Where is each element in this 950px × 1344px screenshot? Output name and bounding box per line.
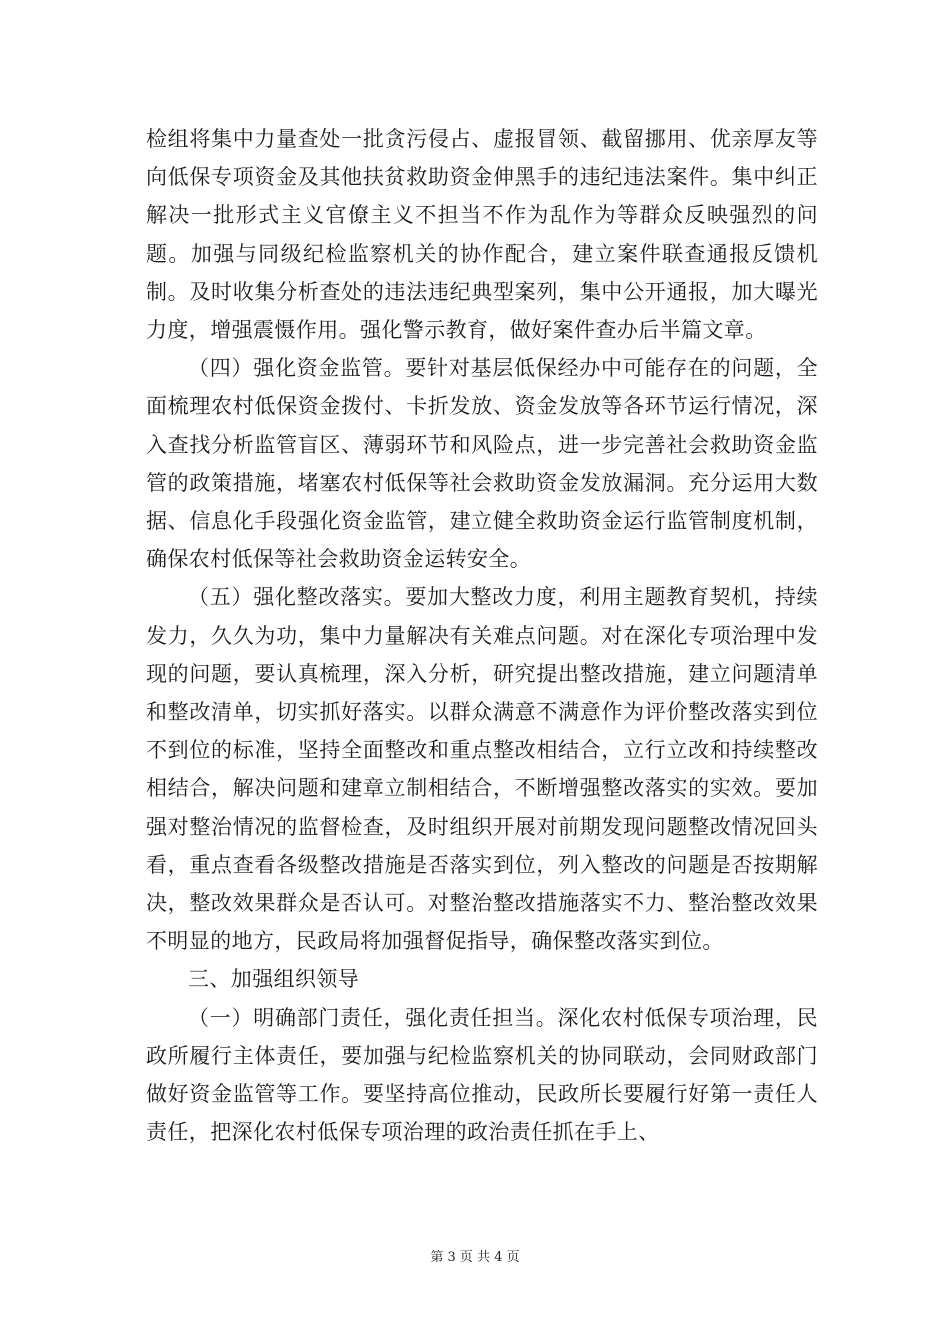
document-body [146, 120, 818, 1151]
page-footer [0, 1246, 950, 1265]
paragraph-rectification: （五）强化整改落实。要加大整改力度，利用主题教育契机，持续发力，久久为功，集中力量解决有关难点问题。对在深化专项治理中发现的问题，要认真梳理，深入分析，研究提出整改措施，建立问题清单和整改清单，切实抓好落实。以群众满意不满意作为评价整改落实到位不到位的标准，坚持全面整改和重点整改相结合，立行立改和持续整改相结合，解决问题和建章立制相结合，不断增强整改落实的实效。要加强对整治情况的监督检查，及时组织开展对前期发现问题整改情况回头看，重点查看各级整改措施是否落实到位，列入整改的问题是否按期解决，整改效果群众是否认可。对整治整改措施落实不力、整治整改效果不明显的地方，民政局将加强督促指导，确保整改落实到位。 [146, 585, 818, 954]
paragraph-fund-supervision: （四）强化资金监管。要针对基层低保经办中可能存在的问题，全面梳理农村低保资金拨付、卡折发放、资金发放等各环节运行情况，深入查找分析监管盲区、薄弱环节和风险点，进一步完善社会救助资金监管的政策措施，堵塞农村低保等社会救助资金发放漏洞。充分运用大数据、信息化手段强化资金监管，建立健全救助资金运行监管制度机制，确保农村低保等社会救助资金运转安全。 [146, 356, 818, 572]
page-number-label: 第 3 页 共 4 页 [430, 1250, 520, 1265]
section-heading-organization: 三、加强组织领导 [188, 967, 360, 992]
paragraph-department-responsibility: （一）明确部门责任，强化责任担当。深化农村低保专项治理，民政所履行主体责任，要加强与纪检监察机关的协同联动，会同财政部门做好资金监管等工作。要坚持高位推动，民政所长要履行好第一责任人责任，把深化农村低保专项治理的政治责任抓在手上、 [146, 1005, 818, 1145]
paragraph-case-investigation: 检组将集中力量查处一批贪污侵占、虚报冒领、截留挪用、优亲厚友等向低保专项资金及其他扶贫救助资金伸黑手的违纪违法案件。集中纠正解决一批形式主义官僚主义不担当不作为乱作为等群众反映强烈的问题。加强与同级纪检监察机关的协作配合，建立案件联查通报反馈机制。及时收集分析查处的违法违纪典型案列，集中公开通报，加大曝光力度，增强震慑作用。强化警示教育，做好案件查办后半篇文章。 [146, 127, 818, 343]
